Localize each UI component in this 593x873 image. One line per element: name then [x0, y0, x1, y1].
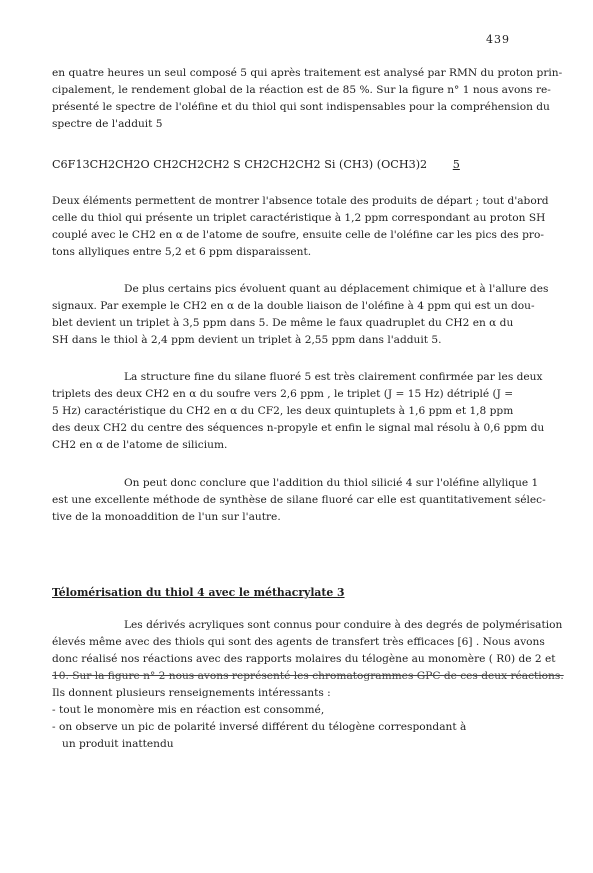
chemical-formula	[52, 157, 460, 172]
paragraph-fine-structure	[52, 370, 552, 455]
text-line: Les dérivés acryliques sont connus pour conduire à des degrés de polymérisation	[124, 619, 563, 631]
struck-text-line: 10. Sur la figure n° 2 nous avons représenté les chromatogrammes GPC de ces deux réactions.	[52, 670, 564, 682]
text-line: On peut donc conclure que l'addition du thiol silicié 4 sur l'oléfine allylique 1	[124, 477, 539, 489]
page-number: 439	[486, 33, 510, 46]
intro-paragraph	[52, 66, 563, 134]
text-line: présenté le spectre de l'oléfine et du thiol qui sont indispensables pour la compréhension du	[52, 101, 550, 113]
paragraph-shifts	[52, 282, 552, 350]
text-line: tive de la monoaddition de l'un sur l'autre.	[52, 511, 281, 523]
list-item: - on observe un pic de polarité inversé différent du télogène correspondant à	[52, 721, 467, 733]
text-line: est une excellente méthode de synthèse de silane fluoré car elle est quantitativement sélec-	[52, 494, 546, 506]
text-line: cipalement, le rendement global de la réaction est de 85 %. Sur la figure n° 1 nous avons re-	[52, 84, 551, 96]
formula-text: C6F13CH2CH2O CH2CH2CH2 S CH2CH2CH2 Si (CH3) (OCH3)2	[52, 158, 428, 171]
text-line: Deux éléments permettent de montrer l'absence totale des produits de départ ; tout d'abord	[52, 195, 549, 207]
text-line: en quatre heures un seul composé 5 qui après traitement est analysé par RMN du proton prin-	[52, 67, 563, 79]
text-line: couplé avec le CH2 en α de l'atome de soufre, ensuite celle de l'oléfine car les pics des pro-	[52, 229, 544, 241]
text-line: CH2 en α de l'atome de silicium.	[52, 439, 228, 451]
paragraph-telomerisation	[52, 618, 564, 754]
text-line: spectre de l'adduit 5	[52, 118, 163, 130]
text-line: 5 Hz) caractéristique du CH2 en α du CF2, les deux quintuplets à 1,6 ppm et 1,8 ppm	[52, 405, 514, 417]
text-line: Ils donnent plusieurs renseignements intéressants :	[52, 687, 331, 699]
text-line: SH dans le thiol à 2,4 ppm devient un triplet à 2,55 ppm dans l'adduit 5.	[52, 334, 442, 346]
text-line: De plus certains pics évoluent quant au déplacement chimique et à l'allure des	[124, 283, 549, 295]
text-line: un produit inattendu	[62, 738, 174, 750]
paragraph-conclusion	[52, 476, 552, 527]
section-heading: Télomérisation du thiol 4 avec le méthacrylate 3	[52, 586, 345, 599]
text-line: des deux CH2 du centre des séquences n-propyle et enfin le signal mal résolu à 0,6 ppm du	[52, 422, 545, 434]
text-line: La structure fine du silane fluoré 5 est très clairement confirmée par les deux	[124, 371, 543, 383]
list-item: - tout le monomère mis en réaction est consommé,	[52, 704, 325, 716]
text-line: triplets des deux CH2 en α du soufre vers 2,6 ppm , le triplet (J = 15 Hz) détriplé (J =	[52, 388, 514, 400]
text-line: tons allyliques entre 5,2 et 6 ppm disparaissent.	[52, 246, 312, 258]
text-line: blet devient un triplet à 3,5 ppm dans 5. De même le faux quadruplet du CH2 en α du	[52, 317, 514, 329]
text-line: celle du thiol qui présente un triplet caractéristique à 1,2 ppm correspondant au proton SH	[52, 212, 546, 224]
text-line: signaux. Par exemple le CH2 en α de la double liaison de l'oléfine à 4 ppm qui est un dou-	[52, 300, 535, 312]
paragraph-absence	[52, 194, 552, 262]
text-line: donc réalisé nos réactions avec des rapports molaires du télogène au monomère ( R0) de 2 et	[52, 653, 556, 665]
formula-number: 5	[452, 158, 460, 171]
text-line: élevés même avec des thiols qui sont des agents de transfert très efficaces [6] . Nous avons	[52, 636, 545, 648]
